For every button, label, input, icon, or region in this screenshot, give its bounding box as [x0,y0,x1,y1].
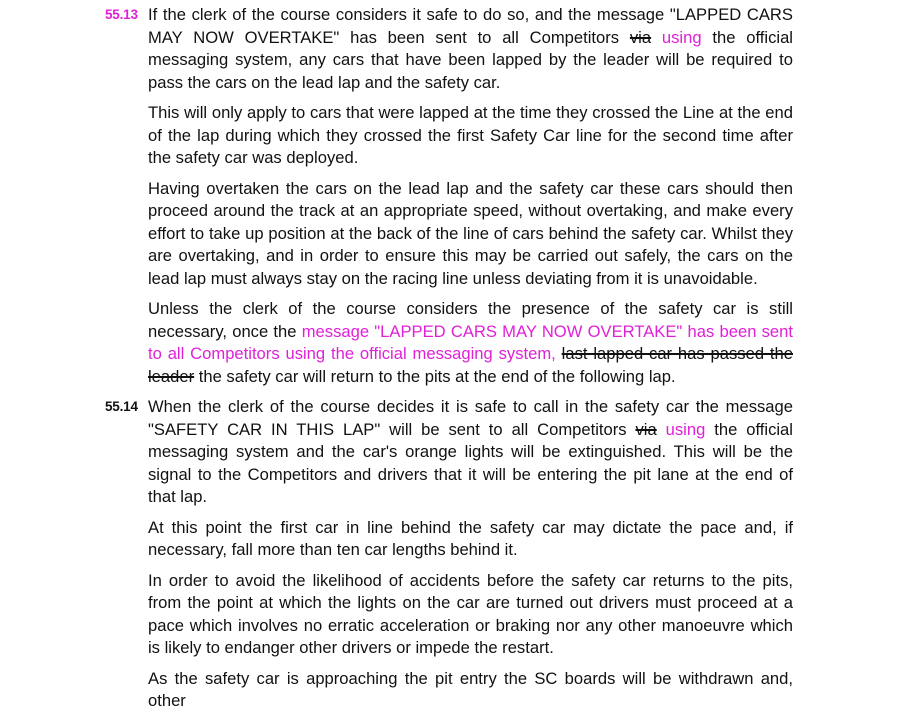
rule-paragraph [148,178,793,291]
text-segment: This will only apply to cars that were lapped at the time they crossed the Line at the end of the lap during which they crossed the first Safety Car line for the second time after the safety car was deployed. [148,103,793,167]
text-segment: When the clerk of the course decides it is safe to call in the safety car the message "SAFETY CAR IN THIS LAP" will be sent to all Competitors [148,397,793,439]
rule-55-14 [0,396,900,713]
rule-paragraph [148,4,793,94]
deleted-text: last lapped car has passed the leader [148,344,793,386]
rule-paragraph [148,570,793,660]
text-segment [657,420,666,439]
inserted-text: message "LAPPED CARS MAY NOW OVERTAKE" has been sent to all Competitors using the official messaging system, [148,321,793,363]
text-segment: the official messaging system, any cars that have been lapped by the leader will be required to pass the cars on the lead lap and the safety car. [148,27,793,92]
rule-paragraph [148,396,793,509]
inserted-text: using [661,27,702,47]
inserted-text: using [665,419,706,439]
rule-body [148,4,793,388]
deleted-text: via [629,27,652,47]
text-segment [651,28,662,47]
text-segment: At this point the first car in line behind the safety car may dictate the pace and, if necessary, fall more than ten car lengths behind it. [148,517,793,559]
text-segment: Unless the clerk of the course considers the presence of the safety car is still necessary, once the [148,299,793,341]
rule-paragraph [148,517,793,562]
deleted-text: via [635,419,657,439]
text-segment: If the clerk of the course considers it safe to do so, and the message "LAPPED CARS MAY NOW OVERTAKE" has been sent to all Competitors [148,5,793,47]
rule-paragraph [148,668,793,713]
rule-55-13 [0,4,900,388]
rule-paragraph [148,298,793,388]
rule-paragraph [148,102,793,170]
text-segment: As the safety car is approaching the pit entry the SC boards will be withdrawn and, other [148,668,793,710]
text-segment: Having overtaken the cars on the lead lap and the safety car these cars should then proceed around the track at an appropriate speed, without overtaking, and make every effort to take up position at the back of the line of cars behind the safety car. Whilst they are overtaking, and in order to ensure this may be carried out safely, the cars on the lead lap must always stay on the racing line unless deviating from it is unavoidable. [148,178,793,288]
text-segment: the official messaging system and the car's orange lights will be extinguished. This will be the signal to the Competitors and drivers that it will be entering the pit lane at the end of that lap. [148,419,793,506]
rule-number: 55.14 [105,399,138,414]
rule-number: 55.13 [105,7,138,22]
text-segment: the safety car will return to the pits at the end of the following lap. [194,366,676,386]
text-segment: In order to avoid the likelihood of accidents before the safety car returns to the pits, from the point at which the lights on the car are turned out drivers must proceed at a pace which involves no erratic acceleration or braking nor any other manoeuvre which is likely to endanger other drivers or impede the restart. [148,570,793,657]
rule-body [148,396,793,713]
